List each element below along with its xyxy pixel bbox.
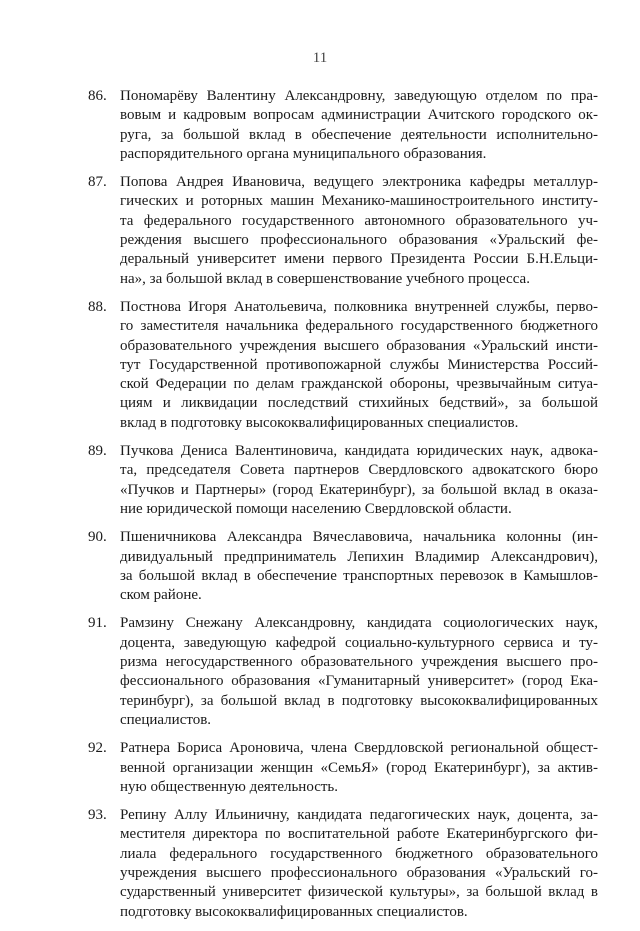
text-line: ском районе. [120,587,202,604]
item-number: 87. [88,174,107,191]
text-line: та федерального государственного автономного образовательного уч- [120,212,598,229]
text-line: ской Федерации по делам гражданской обороны, чрезвычайным ситуа- [120,376,598,393]
item-number: 90. [88,529,107,546]
text-line: циям и ликвидации последствий стихийных бедствий», за большой [120,395,598,412]
text-line: го заместителя начальника федерального государственного бюджетного [120,318,598,335]
item-text [120,739,598,797]
list-item [88,173,598,289]
list-item [88,739,598,797]
text-line: сударственный университет физической культуры», за большой вклад в [120,884,598,901]
text-line: за большой вклад в обеспечение транспортных перевозок в Камышлов- [120,567,598,584]
text-line: ние юридической помощи населению Свердловской области. [120,500,512,517]
text-line: доцента, заведующую кафедрой социально-культурного сервиса и ту- [120,634,598,651]
text-line: теринбург), за большой вклад в подготовку высококвалифицированных [120,692,598,709]
text-line: вовым и кадровым вопросам администрации Ачитского городского ок- [120,107,598,124]
award-list [88,87,598,931]
list-item [88,528,598,605]
text-line: вклад в подготовку высококвалифицированных специалистов. [120,414,519,431]
text-line: Постнова Игоря Анатольевича, полковника внутренней службы, перво- [120,298,598,315]
text-line: ную общественную деятельность. [120,778,339,795]
item-text [120,442,598,519]
text-line: на», за большой вклад в совершенствование учебного процесса. [120,270,530,287]
text-line: учреждения высшего профессионального образования «Уральский го- [120,864,598,881]
text-line: Репину Аллу Ильиничну, кандидата педагогических наук, доцента, за- [120,807,598,824]
list-item [88,298,598,433]
text-line: «Пучков и Партнеры» (город Екатеринбург), за большой вклад в оказа- [120,481,598,498]
text-line: венной организации женщин «СемьЯ» (город Екатеринбург), за актив- [120,759,598,776]
text-line: Попова Андрея Ивановича, ведущего электроника кафедры металлур- [120,174,598,191]
item-number: 91. [88,615,107,632]
item-text [120,614,598,730]
item-number: 92. [88,740,107,757]
item-text [120,298,598,433]
page-number: 11 [312,50,328,66]
item-number: 93. [88,807,107,824]
text-line: руга, за большой вклад в обеспечение деятельности исполнительно- [120,126,598,143]
text-line: Ратнера Бориса Ароновича, члена Свердловской региональной общест- [120,740,598,757]
item-text [120,87,598,164]
text-line: реждения высшего профессионального образования «Уральский фе- [120,232,598,249]
item-text [120,173,598,289]
text-line: гических и роторных машин Механико-машиностроительного институ- [120,193,598,210]
text-line: подготовку высококвалифицированных специалистов. [120,903,468,920]
text-line: ризма негосударственного образовательного учреждения высшего про- [120,654,598,671]
text-line: та, председателя Совета партнеров Свердловского адвокатского бюро [120,462,598,479]
text-line: специалистов. [120,711,212,728]
text-line: Пшеничникова Александра Вячеславовича, начальника колонны (ин- [120,529,598,546]
item-number: 88. [88,298,107,315]
item-number: 86. [88,88,107,104]
text-line: образовательного учреждения высшего образования «Уральский инсти- [120,337,598,354]
item-text [120,528,598,605]
text-line: дивидуальный предприниматель Лепихин Владимир Александрович), [120,548,598,565]
list-item [88,442,598,519]
text-line: местителя директора по воспитательной работе Екатеринбургского фи- [120,826,598,843]
text-line: тут Государственной противопожарной службы Министерства Россий- [120,356,598,373]
text-line: деральный университет имени первого Президента России Б.Н.Ельци- [120,251,598,268]
text-line: Рамзину Снежану Александровну, кандидата социологических наук, [120,615,598,632]
list-item [88,87,598,164]
item-number: 89. [88,443,107,460]
text-line: Пучкова Дениса Валентиновича, кандидата юридических наук, адвока- [120,443,598,460]
text-line: фессионального образования «Гуманитарный университет» (город Ека- [120,673,598,690]
text-line: лиала федерального государственного бюджетного образовательного [120,845,598,862]
text-line: распорядительного органа муниципального образования. [120,145,487,162]
list-item [88,614,598,730]
text-line: Пономарёву Валентину Александровну, заведующую отделом по пра- [120,88,598,104]
